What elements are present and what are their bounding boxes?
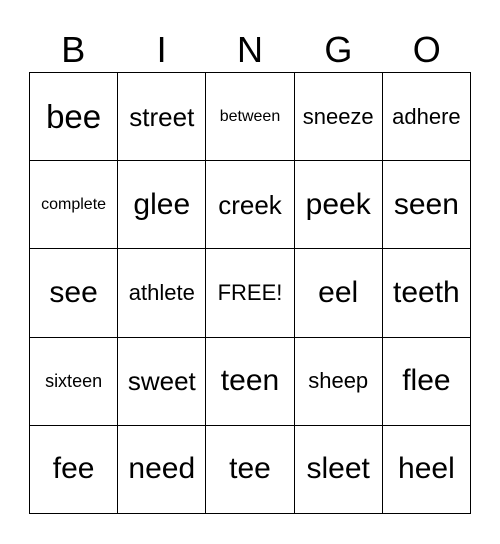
header-letter-b: B — [61, 29, 86, 70]
bingo-cell[interactable]: complete — [30, 161, 118, 249]
bingo-cell[interactable]: tee — [206, 426, 294, 514]
bingo-cell[interactable]: heel — [383, 426, 471, 514]
bingo-cell[interactable]: street — [118, 73, 206, 161]
bingo-cell[interactable]: eel — [295, 249, 383, 337]
bingo-cell[interactable]: bee — [30, 73, 118, 161]
header-letter-n: N — [236, 29, 263, 70]
bingo-cell[interactable]: see — [30, 249, 118, 337]
bingo-cell[interactable]: flee — [383, 338, 471, 426]
header-letter-o: O — [412, 29, 441, 70]
bingo-cell[interactable]: fee — [30, 426, 118, 514]
bingo-cell[interactable]: sixteen — [30, 338, 118, 426]
bingo-cell[interactable]: seen — [383, 161, 471, 249]
header-letter-i: I — [156, 29, 167, 70]
bingo-board — [29, 72, 471, 514]
bingo-cell[interactable]: athlete — [118, 249, 206, 337]
bingo-cell[interactable]: glee — [118, 161, 206, 249]
bingo-cell[interactable]: sleet — [295, 426, 383, 514]
bingo-cell[interactable]: adhere — [383, 73, 471, 161]
bingo-cell[interactable]: teen — [206, 338, 294, 426]
bingo-cell[interactable]: peek — [295, 161, 383, 249]
bingo-cell[interactable]: need — [118, 426, 206, 514]
bingo-cell[interactable]: sheep — [295, 338, 383, 426]
header-letter-g: G — [324, 29, 353, 70]
bingo-header — [29, 28, 471, 72]
bingo-cell[interactable]: sweet — [118, 338, 206, 426]
bingo-cell[interactable]: teeth — [383, 249, 471, 337]
bingo-cell[interactable]: sneeze — [295, 73, 383, 161]
bingo-cell[interactable]: creek — [206, 161, 294, 249]
bingo-cell[interactable]: between — [206, 73, 294, 161]
free-space-cell[interactable]: FREE! — [206, 249, 294, 337]
